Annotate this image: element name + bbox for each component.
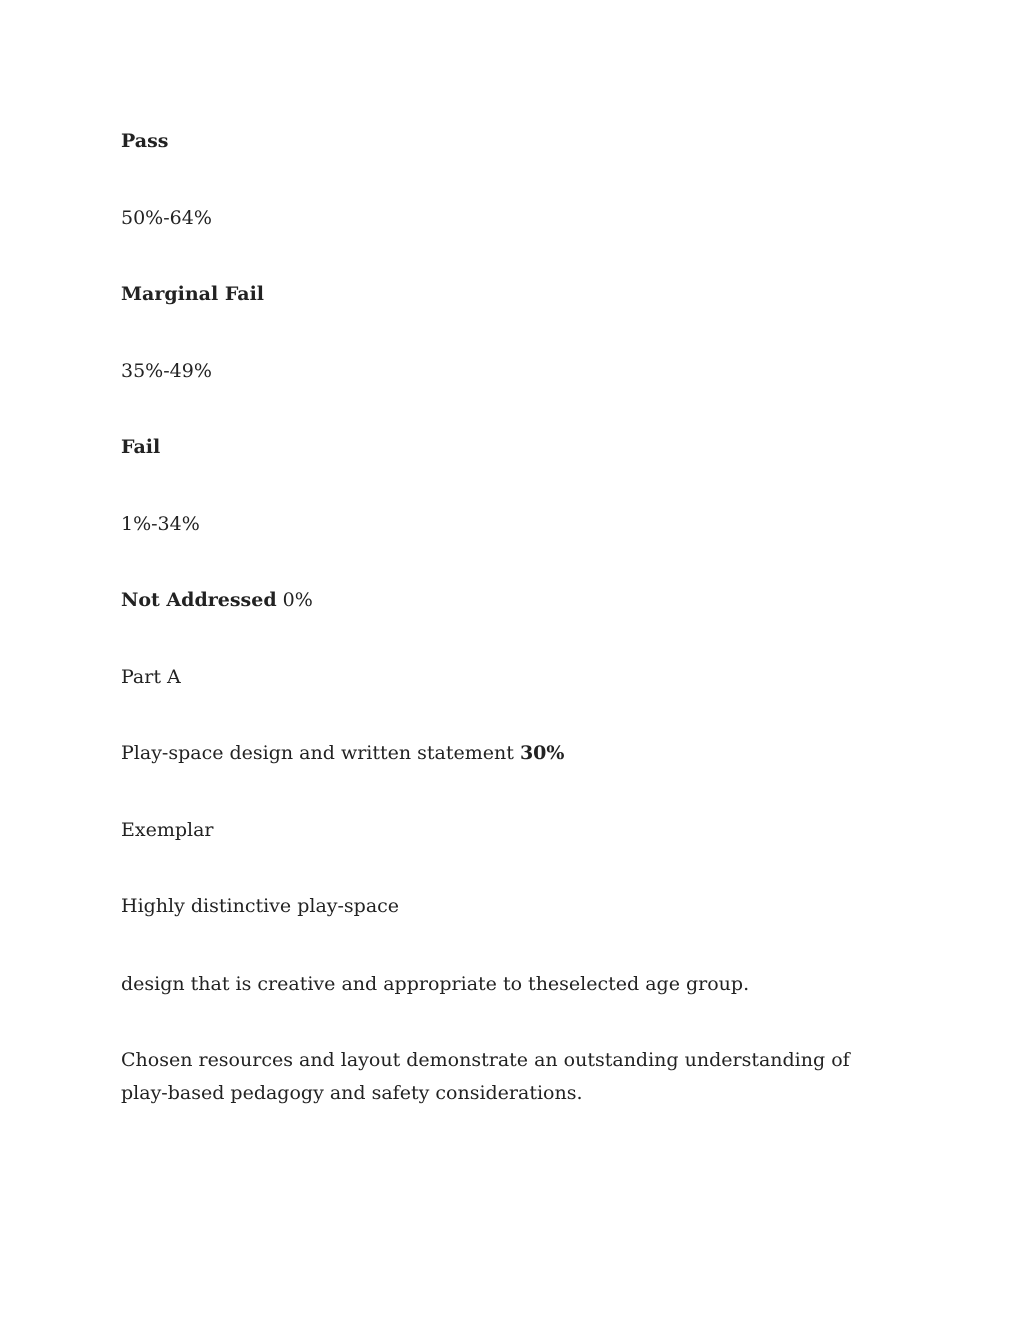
not-addressed-line bbox=[121, 584, 313, 617]
exemplar-line-1: Highly distinctive play-space bbox=[121, 895, 400, 917]
not-addressed-label: Not Addressed bbox=[121, 589, 277, 611]
task-weight: 30% bbox=[519, 742, 565, 764]
grade-range-fail: 1%-34% bbox=[121, 513, 200, 535]
grade-label-marginal-fail: Marginal Fail bbox=[121, 283, 265, 305]
task-line bbox=[121, 737, 564, 770]
exemplar-paragraph: Chosen resources and layout demonstrate an outstanding understanding of play-based pedagogy and safety considerations. bbox=[121, 1049, 850, 1104]
grade-label-pass: Pass bbox=[121, 130, 169, 152]
exemplar-heading: Exemplar bbox=[121, 819, 214, 841]
exemplar-line-2: design that is creative and appropriate to theselected age group. bbox=[121, 973, 750, 995]
grade-range-marginal-fail: 35%-49% bbox=[121, 360, 212, 382]
grade-label-fail: Fail bbox=[121, 436, 161, 458]
task-text: Play-space design and written statement bbox=[121, 742, 520, 764]
part-title: Part A bbox=[121, 666, 181, 688]
grade-range-pass: 50%-64% bbox=[121, 207, 212, 229]
not-addressed-value: 0% bbox=[276, 589, 313, 611]
